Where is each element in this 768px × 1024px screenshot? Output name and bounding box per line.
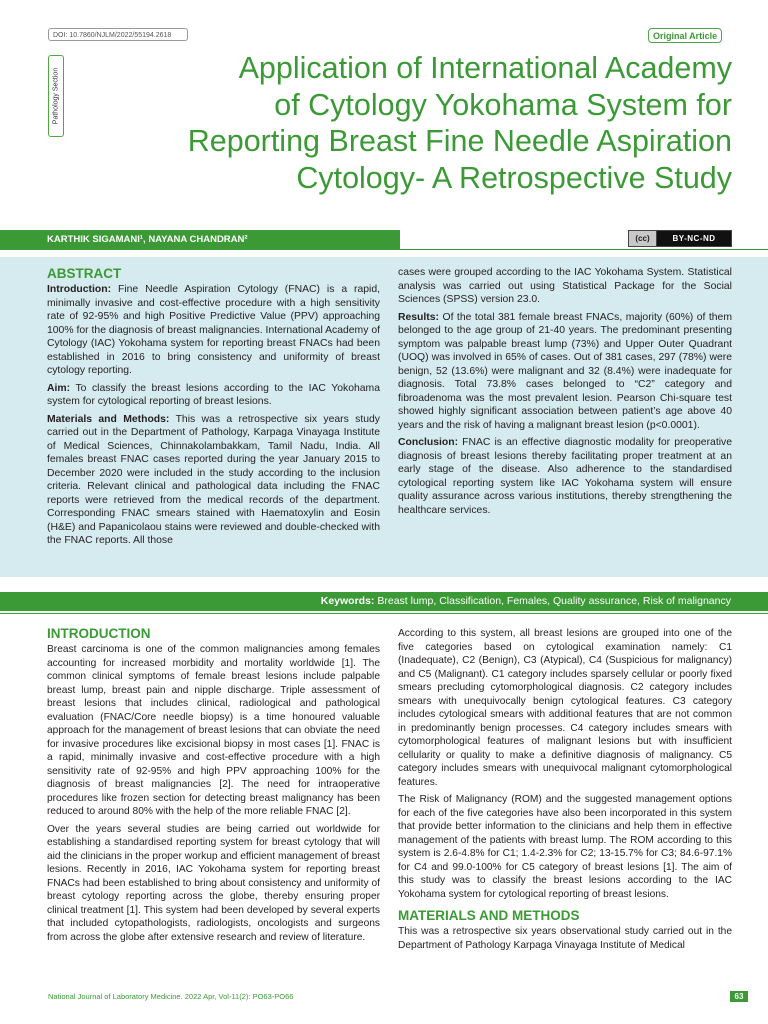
- body-left-column: [47, 627, 380, 948]
- text: This was a retrospective six years study carried out in the Department of Pathology, Karpaga Vinayaga Institute of Medical Sciences, Chinnakolambakkam, Tamil Nadu, India. All females breast FNAC cases reported during the year January 2015 to December 2020 were included in the study according to the inclusion criteria. Relevant clinical and pathological data including the FNAC reports were retrieved from the medical records of the department. Corresponding FNAC smears stained with Haematoxylin and Eosin (H&E) and Papanicolaou stains were reviewed and double-checked with the FNAC reports. All those: [47, 413, 380, 546]
- section-tag-label: Pathology Section: [52, 67, 60, 125]
- abstract-heading: ABSTRACT: [47, 266, 122, 281]
- text: To classify the breast lesions according to the IAC Yokohama system for cytological reporting of breast lesions.: [47, 382, 380, 407]
- paragraph: This was a retrospective six years observational study carried out in the Department of Pathology Karpaga Vinayaga Institute of Medical: [398, 926, 732, 951]
- text: Fine Needle Aspiration Cytology (FNAC) is a rapid, minimally invasive and cost-effective procedure with a high sensitivity rate of 92-95% and high Positive Predictive Value (PPV) approaching 100% for the diagnosis of breast malignancies. International Academy of Cytology (IAC) Yokohama system for reporting breast FNACs had been established in 2016 to bring consistency and uniformity of breast cytology reporting.: [47, 284, 380, 376]
- text: Of the total 381 female breast FNACs, majority (60%) of them belonged to the age group of 21-40 years. The predominant presenting symptom was palpable breast lump (73%) and Upper Outer Quadrant (UOQ) was involved in 65% of cases. Out of 381 cases, 297 (78%) were benign, 52 (13.6%) were malignant and 32 (8.4%) were inadequate for diagnosis. Total 73.8% cases belonged to “C2” category and fibroadenoma was the most prevalent lesion. Pearson Chi-square test showed highly significant association between patient’s age above 40 years and the risk of having a malignant breast lesion (p<0.0001).: [398, 311, 732, 431]
- cc-icon: (cc): [629, 231, 657, 246]
- title-line: of Cytology Yokohama System for: [274, 87, 732, 122]
- paragraph: The Risk of Malignancy (ROM) and the suggested management options for each of the five categories have also been incorporated in this system that provide better information to the clinicians and help them in effective management of the patients with breast lump. The ROM according to this system is 2.6-4.8% for C1; 1.4-2.3% for C2; 13-15.7% for C3; 84.6-97.1% for C4 and 99.0-100% for C5 category of breast lesions [1]. The aim of this study was to classify the breast lesions according to the IAC Yokohama system for cytological reporting of breast lesions.: [398, 794, 732, 900]
- introduction-heading: INTRODUCTION: [47, 626, 151, 641]
- label: Introduction:: [47, 284, 112, 295]
- paragraph: Breast carcinoma is one of the common malignancies among females accounting for increased morbidity and mortality worldwide [1]. The common clinical symptoms of female breast lesions include palpable breast lump, breast pain and nipple discharge. Triple assessment of breast lesions that includes clinical, radiological and pathological evaluation (FNAC/Core needle biopsy) is a time honoured valuable approach for the management of breast lesions that can obviate the need for invasive procedures like excisional biopsy in most cases [1]. FNAC is a rapid, minimally invasive and cost-effective procedure with a high sensitivity rate of 92-95% and high PPV approaching 100% for the diagnosis of breast malignancies [2]. The need for intraoperative procedures like frozen section for detecting breast malignancy has been reduced to around 80% with the help of the more reliable FNAC [2].: [47, 644, 380, 817]
- title-line: Application of International Academy: [238, 51, 732, 85]
- title-line: Cytology- A Retrospective Study: [296, 160, 732, 195]
- doi-label: DOI: 10.7860/NJLM/2022/55194.2618: [48, 28, 188, 41]
- abstract-results: [398, 311, 732, 433]
- paragraph: Over the years several studies are being carried out worldwide for establishing a standardised reporting system for breast cytology that will aid the clinicians in the proper workup and efficient management of breast lesions. Recently in 2016, IAC Yokohama system for reporting breast FNACs had been established to bring about consistency and uniformity of breast cytology reporting across the globe, thereby ensuring proper clinical treatment [1]. This system had been developed by several experts that included cytopathologists, radiologists, oncologists and surgeons from across the globe after extensive research and review of literature.: [47, 823, 380, 943]
- abstract-aim: [47, 382, 380, 409]
- abstract-introduction: [47, 283, 380, 378]
- label: Materials and Methods:: [47, 413, 170, 425]
- article-title: [150, 50, 732, 196]
- authors-bar: KARTHIK SIGAMANI¹, NAYANA CHANDRAN²: [0, 230, 400, 250]
- cc-license-badge[interactable]: [628, 230, 732, 247]
- section-tag: [48, 55, 64, 137]
- abstract-methods: [47, 413, 380, 548]
- article-type-badge: Original Article: [648, 28, 722, 43]
- text: FNAC is an effective diagnostic modality for preoperative diagnosis of breast lesions thereby facilitating proper treatment at an early stage of the disease. Also adherence to the standardised cytological reporting system like IAC Yokohama system will ensure quality assurance across various institutions, thereby strengthening the healthcare services.: [398, 437, 732, 516]
- abstract-left-column: [47, 267, 380, 552]
- divider: [0, 613, 768, 614]
- keywords-bar: [0, 592, 768, 611]
- label: Aim:: [47, 382, 71, 394]
- abstract-methods-continued: cases were grouped according to the IAC Yokohama System. Statistical analysis was carried out using Statistical Package for the Social Sciences (SPSS) version 23.0.: [398, 267, 732, 305]
- abstract-right-column: [398, 266, 732, 521]
- paragraph: According to this system, all breast lesions are grouped into one of the five categories based on cytological examination namely: C1 (Inadequate), C2 (Benign), C3 (Atypical), C4 (Suspicious for malignancy) and C5 (Malignant). C1 category includes sparsely cellular or poorly fixed smears precluding cytomorphological diagnosis. C2 category includes smears with unequivocally benign cytological features. C3 category includes cytological smears with additional features that are not common in predominantly benign processes. C4 category includes smears with cytomorphological features of malignant lesions but with insufficient cellularity or quality to make a definitive diagnosis of malignancy. C5 category includes smears with unequivocal malignant cytomorphological features.: [398, 628, 732, 788]
- keywords-label: Keywords:: [320, 595, 375, 607]
- license-label: BY-NC-ND: [657, 231, 731, 246]
- abstract-conclusion: [398, 436, 732, 517]
- title-line: Reporting Breast Fine Needle Aspiration: [187, 124, 732, 158]
- divider: [400, 249, 768, 250]
- page-number: 63: [730, 991, 748, 1002]
- body-right-column: [398, 627, 732, 956]
- label: Results:: [398, 311, 439, 323]
- footer-journal: National Journal of Laboratory Medicine. 2022 Apr, Vol-11(2): PO63-PO66: [48, 992, 294, 1001]
- keywords-text: Breast lump, Classification, Females, Quality assurance, Risk of malignancy: [374, 595, 731, 607]
- label: Conclusion:: [398, 437, 459, 448]
- materials-heading: MATERIALS AND METHODS: [398, 908, 580, 923]
